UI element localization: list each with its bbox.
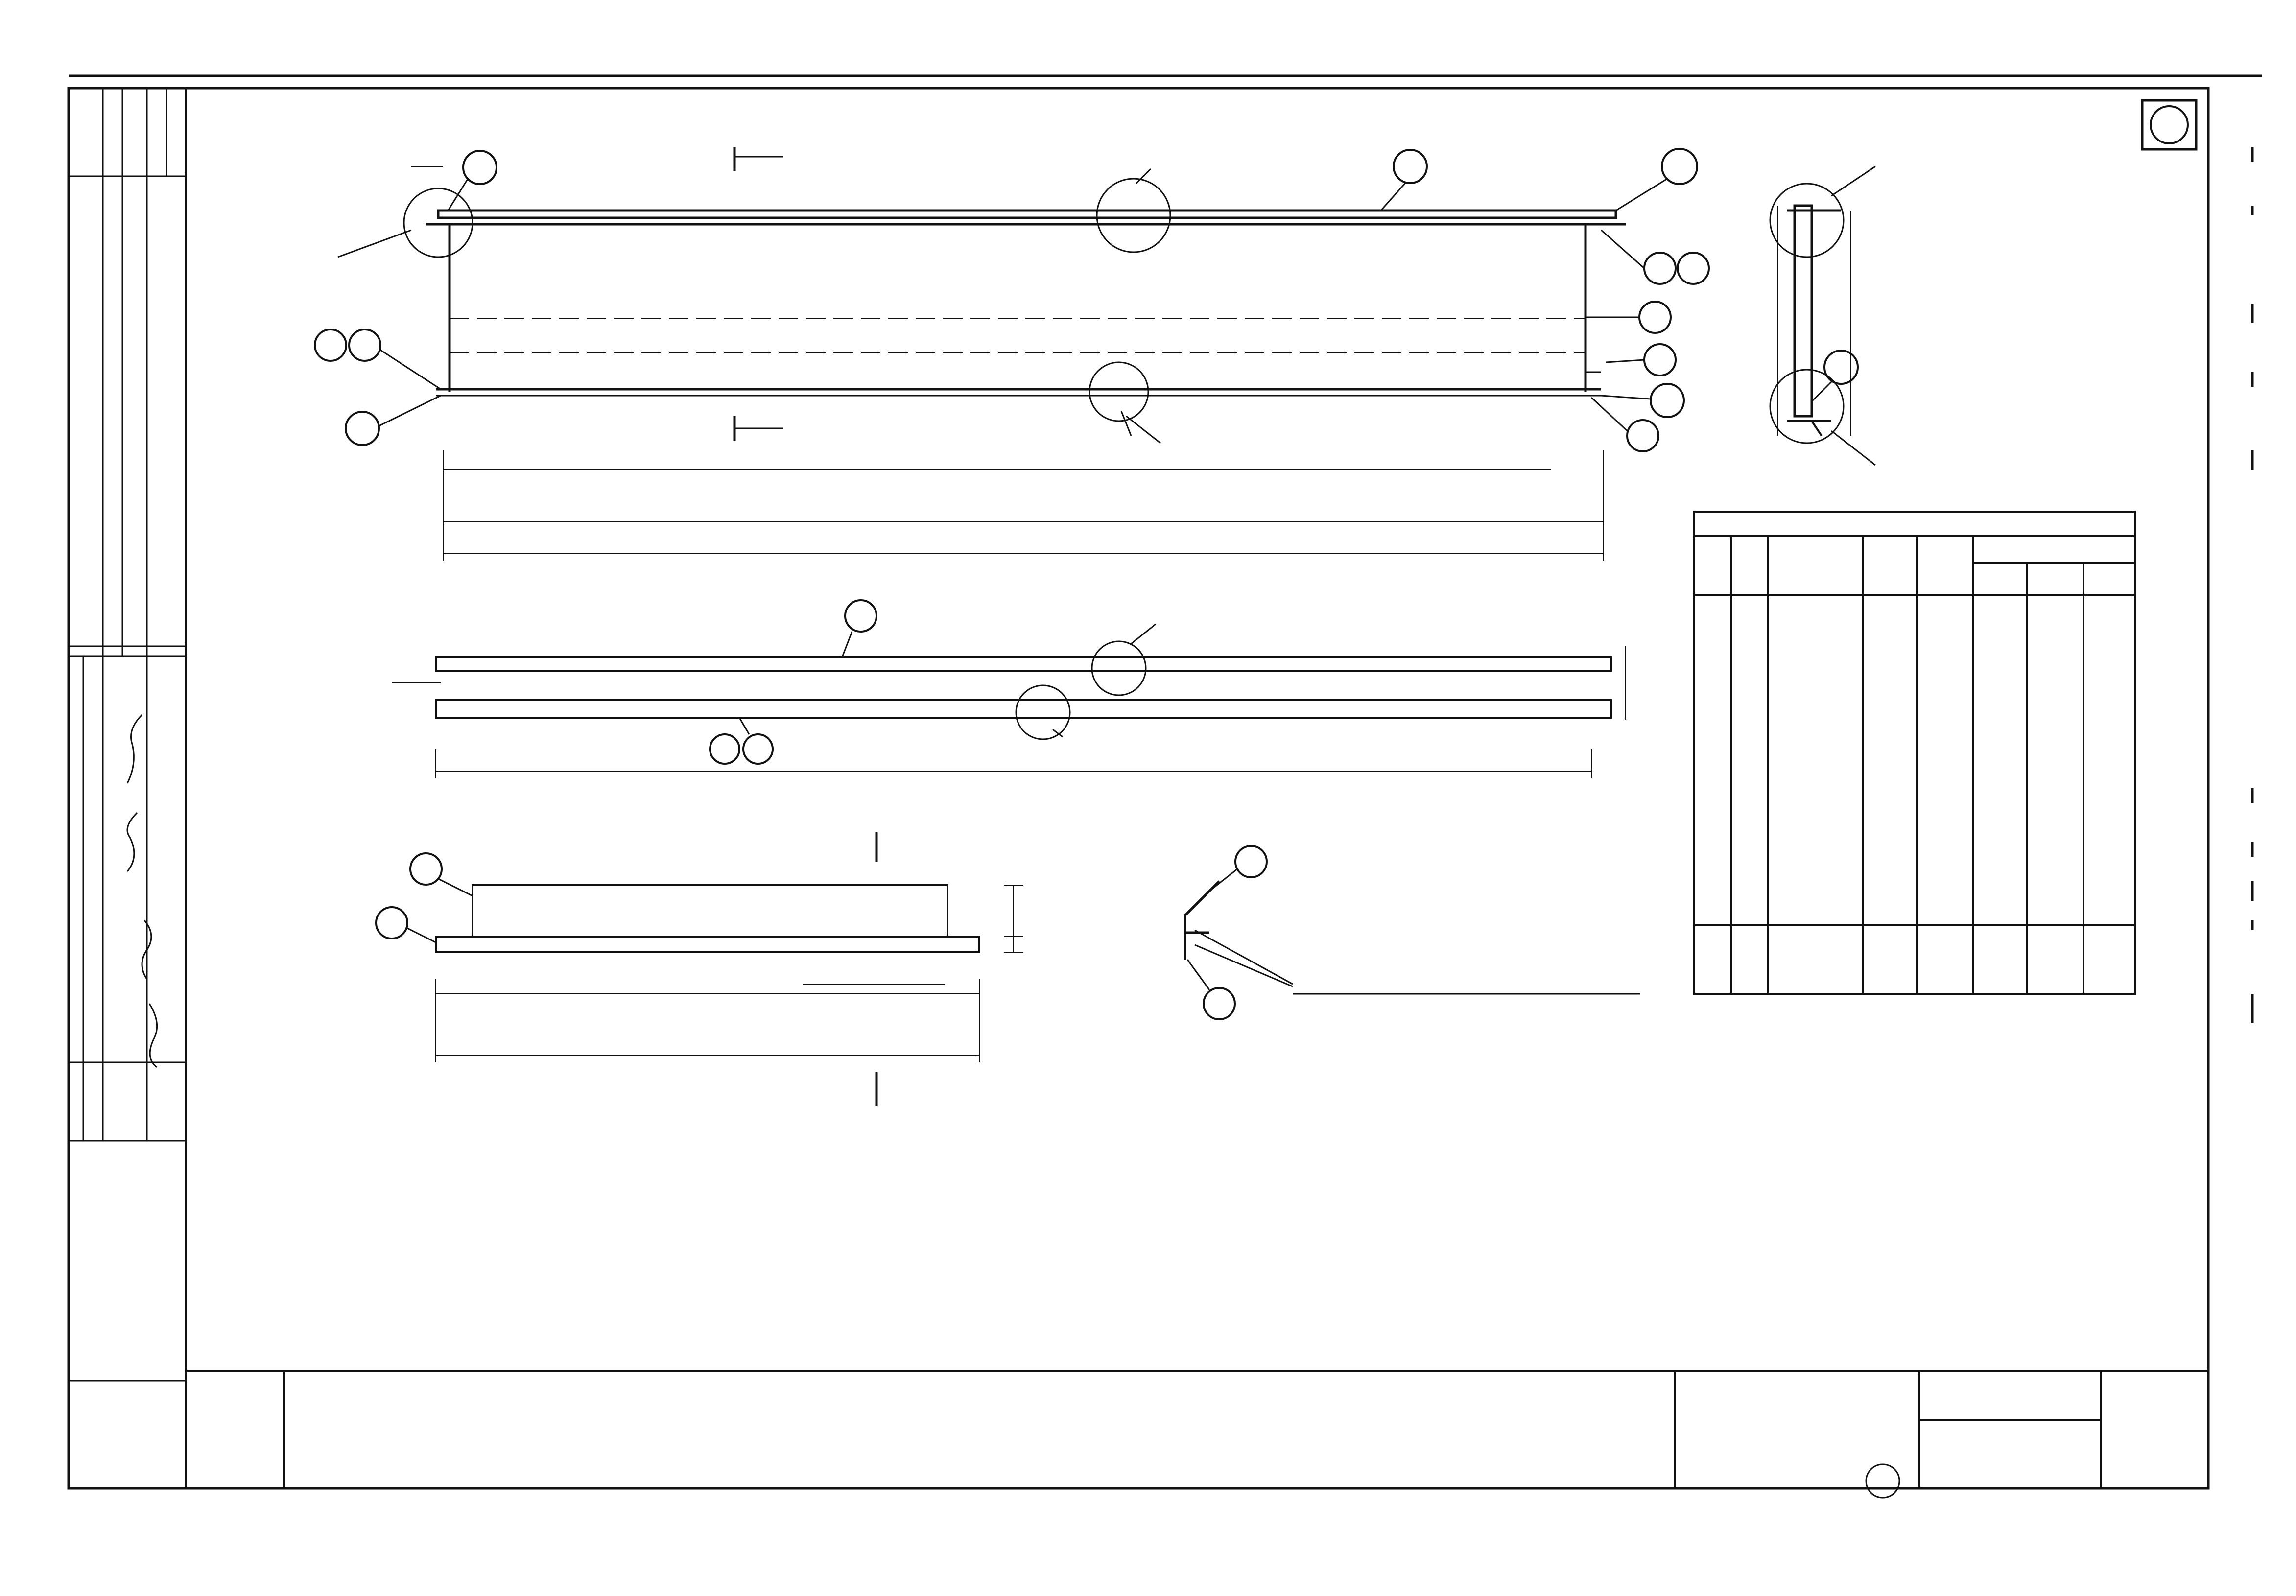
main-elevation — [315, 147, 1709, 561]
node-vii-circle — [1016, 685, 1070, 739]
section-2-2 — [1185, 846, 1640, 1019]
callout-14-bm3 — [410, 853, 473, 896]
title-block — [284, 1371, 2101, 1488]
spec-table — [1694, 512, 2135, 994]
callout-15-s2 — [1187, 960, 1235, 1019]
node-xi-circle — [1089, 362, 1148, 421]
node-xii-circle — [1097, 179, 1170, 252]
callout-5-right — [1606, 344, 1676, 376]
footer — [1866, 1464, 1899, 1498]
sheet-number-badge — [2142, 100, 2196, 149]
callout-1 — [1381, 150, 1427, 211]
node-viii-circle — [404, 188, 473, 257]
callout-4-4a-left — [315, 329, 441, 389]
callout-13-left — [346, 396, 441, 445]
callout-4-4a-plan — [710, 718, 773, 764]
callout-14-s2 — [1209, 846, 1267, 891]
callout-15-bm3 — [376, 907, 436, 942]
frame — [69, 76, 2262, 1488]
callout-2 — [1586, 302, 1671, 333]
left-strip — [69, 88, 186, 1141]
callout-3-bottom — [1591, 398, 1658, 451]
callout-3-top — [448, 151, 497, 211]
callout-13-right — [1601, 384, 1684, 417]
callout-4-4a-right — [1601, 230, 1709, 284]
plan-view — [392, 600, 1626, 778]
signature-marks — [127, 715, 157, 1067]
bm3-view — [376, 832, 1023, 1106]
section-mark-top — [734, 147, 783, 171]
callout-12 — [1616, 149, 1697, 211]
section-mark-bottom — [734, 416, 783, 441]
section-1-1 — [1770, 166, 1875, 465]
node-vi-circle — [1092, 641, 1146, 695]
callout-3-plan — [842, 600, 876, 657]
